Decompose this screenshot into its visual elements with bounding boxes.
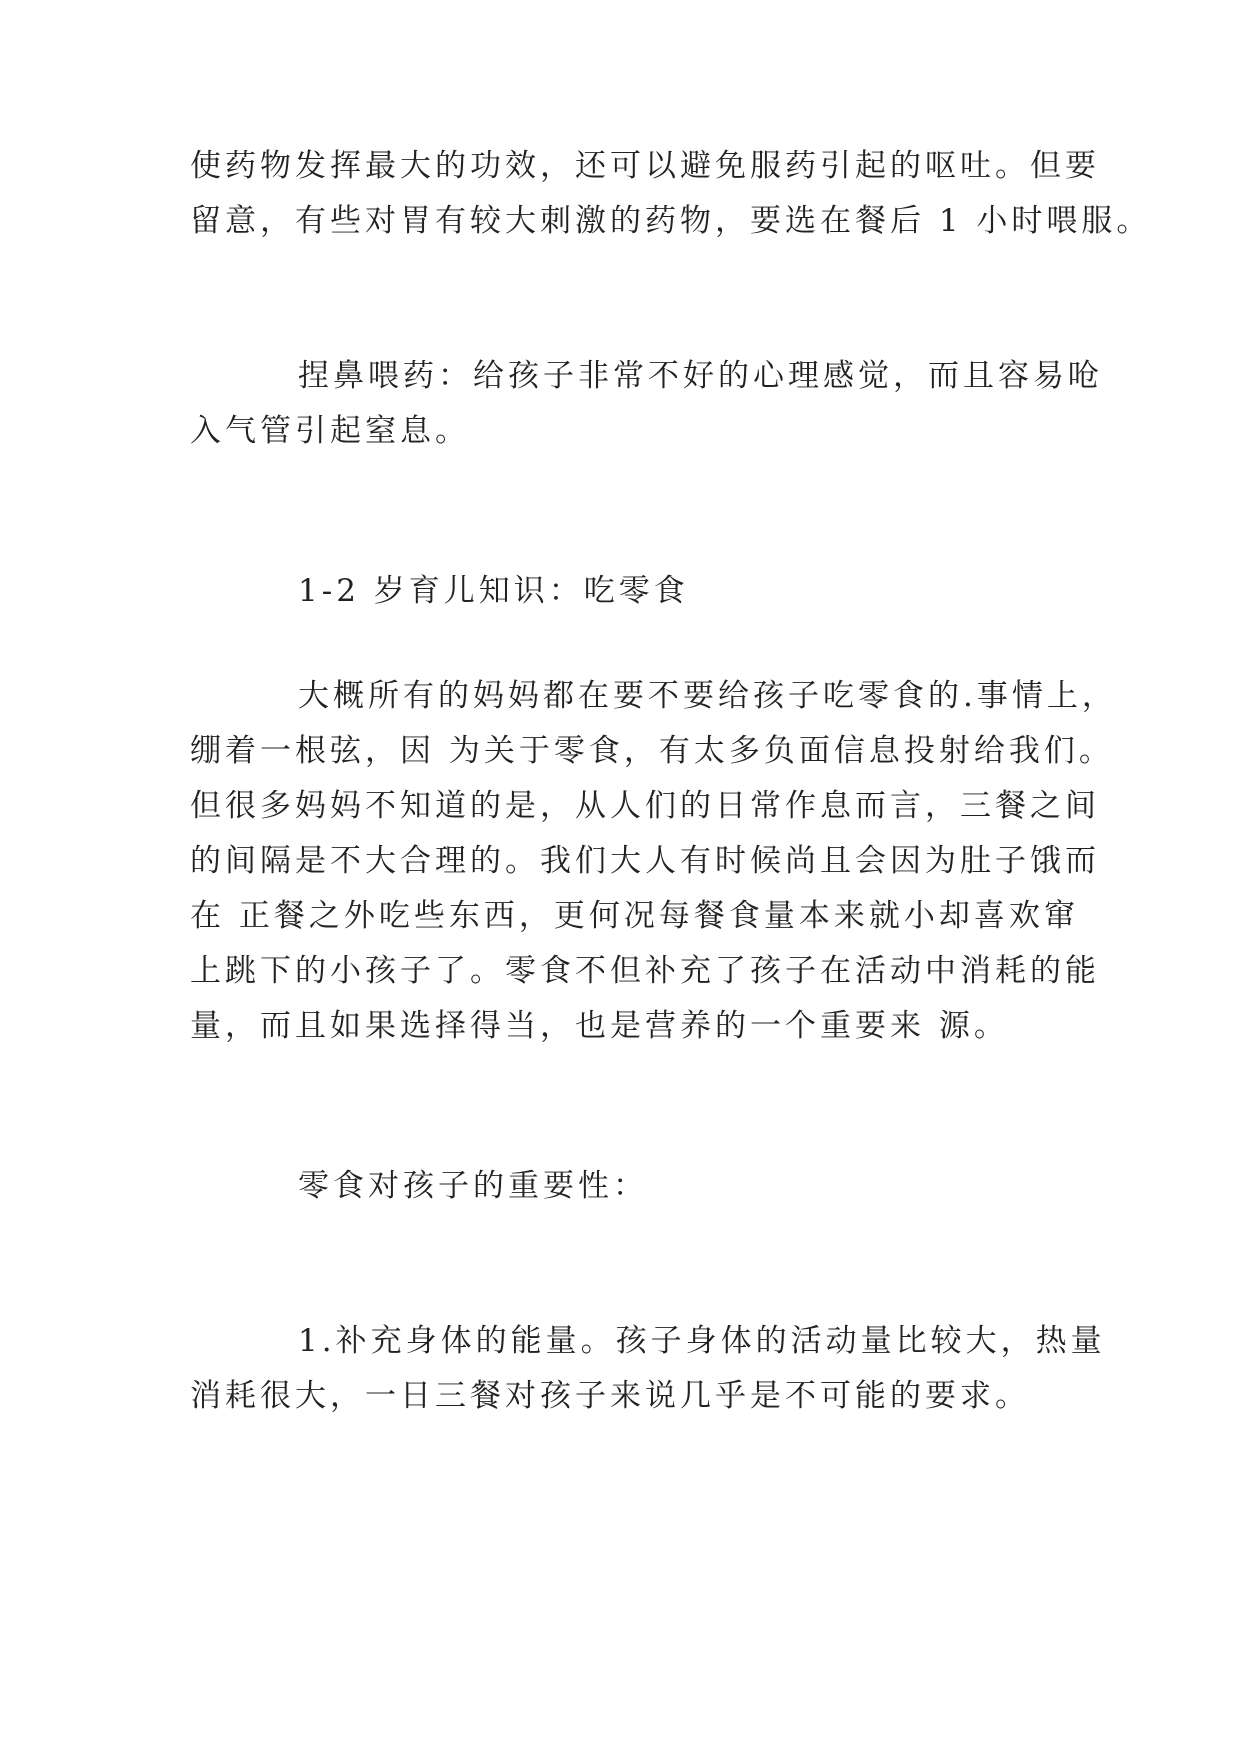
paragraph-line: 绷着一根弦，因 为关于零食，有太多负面信息投射给我们。	[190, 733, 1114, 769]
paragraph-line: 上跳下的小孩子了。零食不但补充了孩子在活动中消耗的能	[190, 953, 1100, 989]
paragraph-line: 捏鼻喂药：给孩子非常不好的心理感觉，而且容易呛	[298, 358, 1103, 394]
paragraph-line: 在 正餐之外吃些东西，更何况每餐食量本来就小却喜欢窜	[190, 898, 1079, 934]
section-heading-importance: 零食对孩子的重要性：	[298, 1168, 648, 1204]
paragraph-line: 的间隔是不大合理的。我们大人有时候尚且会因为肚子饿而	[190, 843, 1100, 879]
paragraph-line: 入气管引起窒息。	[190, 413, 470, 449]
paragraph-line: 1.补充身体的能量。孩子身体的活动量比较大，热量	[298, 1323, 1106, 1359]
paragraph-line: 消耗很大，一日三餐对孩子来说几乎是不可能的要求。	[190, 1378, 1030, 1414]
paragraph-line: 大概所有的妈妈都在要不要给孩子吃零食的.事情上，	[298, 678, 1117, 714]
paragraph-line: 量，而且如果选择得当，也是营养的一个重要来 源。	[190, 1008, 1009, 1044]
paragraph-line: 但很多妈妈不知道的是，从人们的日常作息而言，三餐之间	[190, 788, 1100, 824]
section-heading-snacks: 1-2 岁育儿知识：吃零食	[298, 573, 689, 609]
paragraph-line: 留意，有些对胃有较大刺激的药物，要选在餐后 1 小时喂服。	[190, 203, 1152, 239]
paragraph-line: 使药物发挥最大的功效，还可以避免服药引起的呕吐。但要	[190, 148, 1100, 184]
